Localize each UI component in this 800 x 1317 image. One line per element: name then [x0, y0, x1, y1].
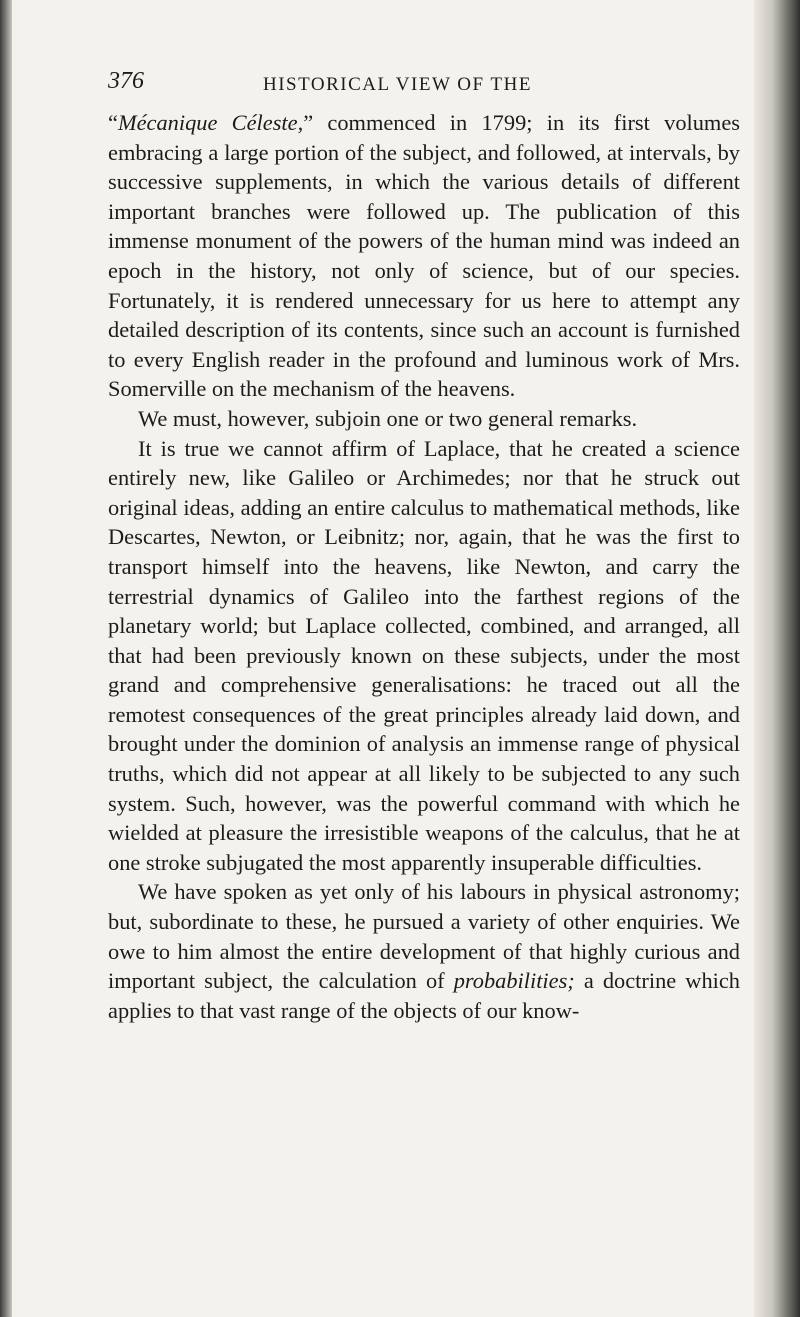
page-binding-shadow-right [754, 0, 800, 1317]
paragraph-4-text: We have spoken as yet only of his labours in physical astronomy; but, subordinate to these, he pursued a variety of other enquiries. We owe to him almost the entire development of that highly curious and important subject, the calculation of [108, 879, 740, 994]
running-head: HISTORICAL VIEW OF THE [263, 74, 532, 95]
paragraph-4 [108, 877, 740, 1025]
close-quote: ” [303, 110, 314, 135]
paragraph-1 [108, 108, 740, 404]
open-quote: “ [108, 110, 118, 135]
paragraph-4-text-end: a doctrine which applies to that vast range of the objects of our know- [108, 968, 741, 1023]
paragraph-1-text: commenced in 1799; in its first volumes embracing a large portion of the subject, and followed, at intervals, by successive supplements, in which the various details of different important branches were followed up. The publication of this immense monument of the powers of the human mind was indeed an epoch in the history, not only of science, but of our species. Fortunately, it is rendered unnecessary for us here to attempt any detailed description of its contents, since such an account is furnished to every English reader in the profound and luminous work of Mrs. Somerville on the mechanism of the heavens. [108, 110, 740, 402]
body-text [108, 108, 740, 1025]
paragraph-3: It is true we cannot affirm of Laplace, that he created a science entirely new, like Galileo or Archimedes; nor that he struck out original ideas, adding an entire calculus to mathematical methods, like Descartes, Newton, or Leibnitz; nor, again, that he was the first to transport himself into the heavens, like Newton, and carry the terrestrial dynamics of Galileo into the farthest regions of the planetary world; but Laplace collected, combined, and arranged, all that had been previously known on these subjects, under the most grand and comprehensive generalisations: he traced out all the remotest consequences of the great principles already laid down, and brought under the dominion of analysis an immense range of physical truths, which did not appear at all likely to be subjected to any such system. Such, however, was the powerful command with which he wielded at pleasure the irresistible weapons of the calculus, that he at one stroke subjugated the most apparently insuperable difficulties. [108, 435, 740, 875]
page-number: 376 [108, 68, 144, 94]
page-binding-shadow-left [0, 0, 12, 1317]
work-title: Mécanique Céleste, [117, 110, 304, 135]
paragraph-2: We must, however, subjoin one or two general remarks. [138, 405, 638, 431]
probabilities-term: probabilities; [453, 968, 575, 994]
page-header [108, 68, 740, 108]
book-page [108, 68, 740, 1025]
